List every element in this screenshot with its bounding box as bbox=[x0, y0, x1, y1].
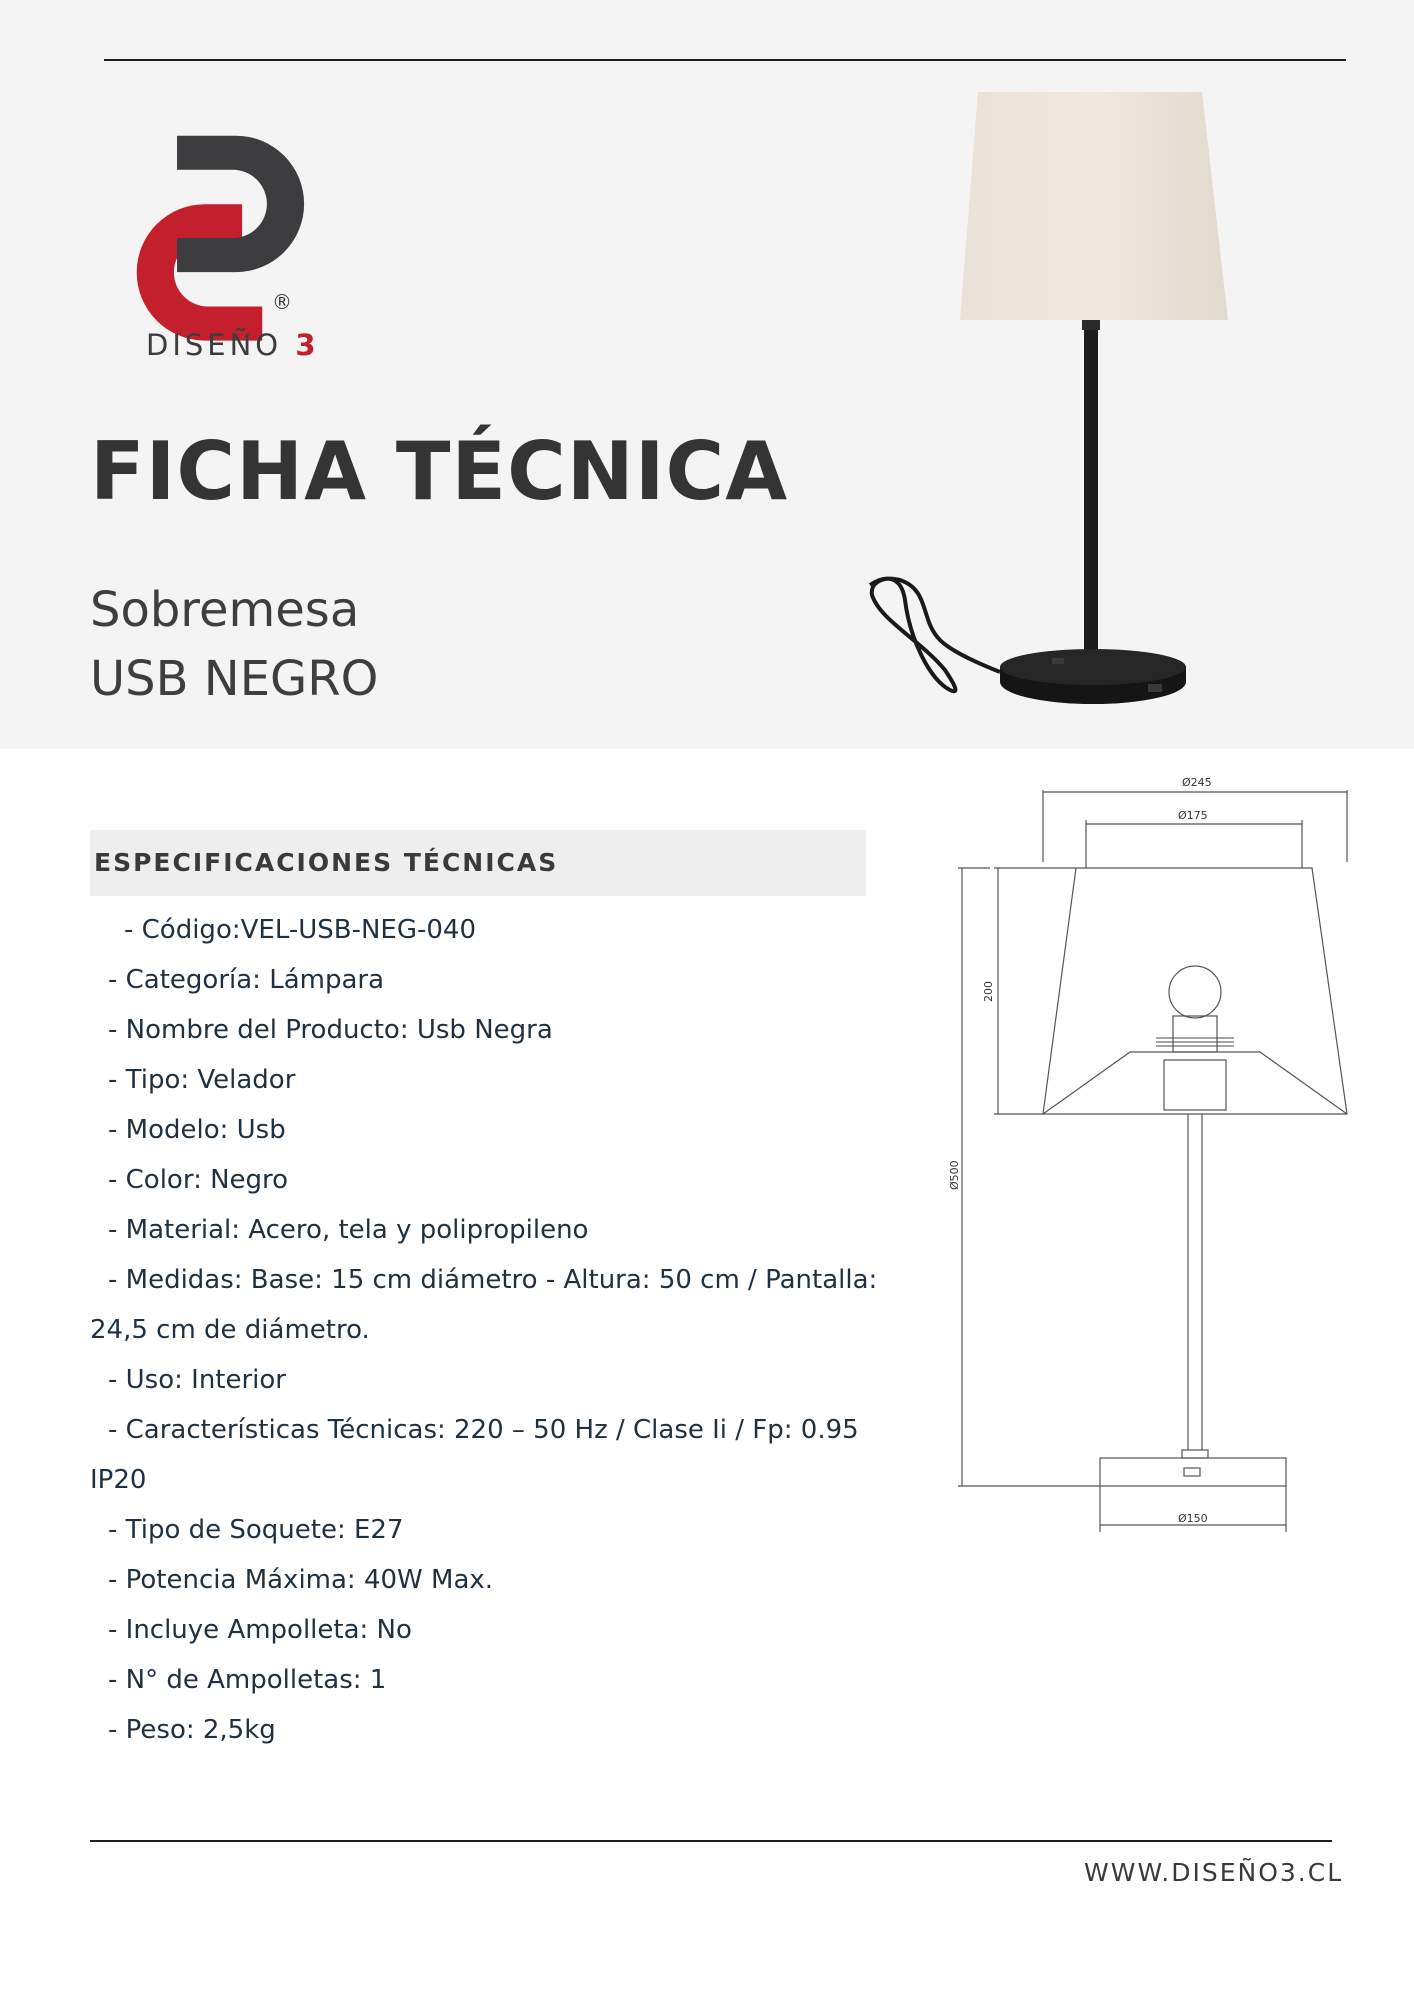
spec-list bbox=[90, 905, 930, 1755]
registered-mark: ® bbox=[272, 290, 292, 314]
spec-ampolleta: - Incluye Ampolleta: No bbox=[108, 1615, 412, 1645]
website-link[interactable]: WWW.DISEÑO3.CL bbox=[1084, 1858, 1344, 1887]
spec-caracteristicas-cont: IP20 bbox=[90, 1465, 147, 1495]
spec-caracteristicas: - Características Técnicas: 220 – 50 Hz / Clase Ii / Fp: 0.95 bbox=[108, 1415, 859, 1445]
spec-n-ampolletas: - N° de Ampolletas: 1 bbox=[108, 1665, 387, 1695]
lamp-shade bbox=[960, 92, 1228, 320]
spec-medidas-cont: 24,5 cm de diámetro. bbox=[90, 1315, 370, 1345]
spec-categoria: - Categoría: Lámpara bbox=[108, 965, 385, 995]
spec-material: - Material: Acero, tela y polipropileno bbox=[108, 1215, 589, 1245]
spec-color: - Color: Negro bbox=[108, 1165, 289, 1195]
drawing-shade bbox=[1043, 868, 1347, 1114]
spec-codigo: - Código:VEL-USB-NEG-040 bbox=[124, 915, 477, 945]
drawing-base bbox=[1100, 1458, 1286, 1486]
lamp-stem bbox=[1084, 326, 1098, 664]
spec-medidas: - Medidas: Base: 15 cm diámetro - Altura: 50 cm / Pantalla: bbox=[108, 1265, 878, 1295]
spec-tipo: - Tipo: Velador bbox=[108, 1065, 296, 1095]
spec-potencia: - Potencia Máxima: 40W Max. bbox=[108, 1565, 494, 1595]
page-title: FICHA TÉCNICA bbox=[90, 425, 789, 518]
spec-peso: - Peso: 2,5kg bbox=[108, 1715, 276, 1745]
spec-soquete: - Tipo de Soquete: E27 bbox=[108, 1515, 404, 1545]
technical-drawing bbox=[950, 770, 1360, 1540]
spec-uso: - Uso: Interior bbox=[108, 1365, 287, 1395]
product-subtitle-line1: Sobremesa bbox=[90, 582, 360, 638]
logo-wordmark bbox=[146, 328, 320, 362]
dim-total-height: Ø500 bbox=[948, 1160, 961, 1190]
spec-nombre: - Nombre del Producto: Usb Negra bbox=[108, 1015, 553, 1045]
drawing-bulb bbox=[1169, 966, 1221, 1018]
usb-port bbox=[1148, 684, 1162, 692]
logo-dark-arc bbox=[177, 136, 304, 272]
dim-shade-top: Ø175 bbox=[1178, 809, 1208, 822]
spec-modelo: - Modelo: Usb bbox=[108, 1115, 286, 1145]
spec-heading: ESPECIFICACIONES TÉCNICAS bbox=[94, 848, 559, 877]
logo-wordmark-number: 3 bbox=[295, 328, 320, 362]
logo-wordmark-prefix: DISEÑO bbox=[146, 328, 296, 362]
dim-shade-bottom: Ø245 bbox=[1182, 776, 1212, 789]
lamp-product-photo bbox=[860, 80, 1230, 720]
top-divider bbox=[104, 59, 1346, 61]
switch bbox=[1052, 658, 1064, 664]
bottom-divider bbox=[90, 1840, 1332, 1842]
product-subtitle-line2: USB NEGRO bbox=[90, 651, 379, 707]
logo-red-arc bbox=[137, 204, 263, 340]
lamp-cable bbox=[870, 579, 1000, 692]
dim-shade-height: 200 bbox=[982, 981, 995, 1002]
dim-base: Ø150 bbox=[1178, 1512, 1208, 1525]
